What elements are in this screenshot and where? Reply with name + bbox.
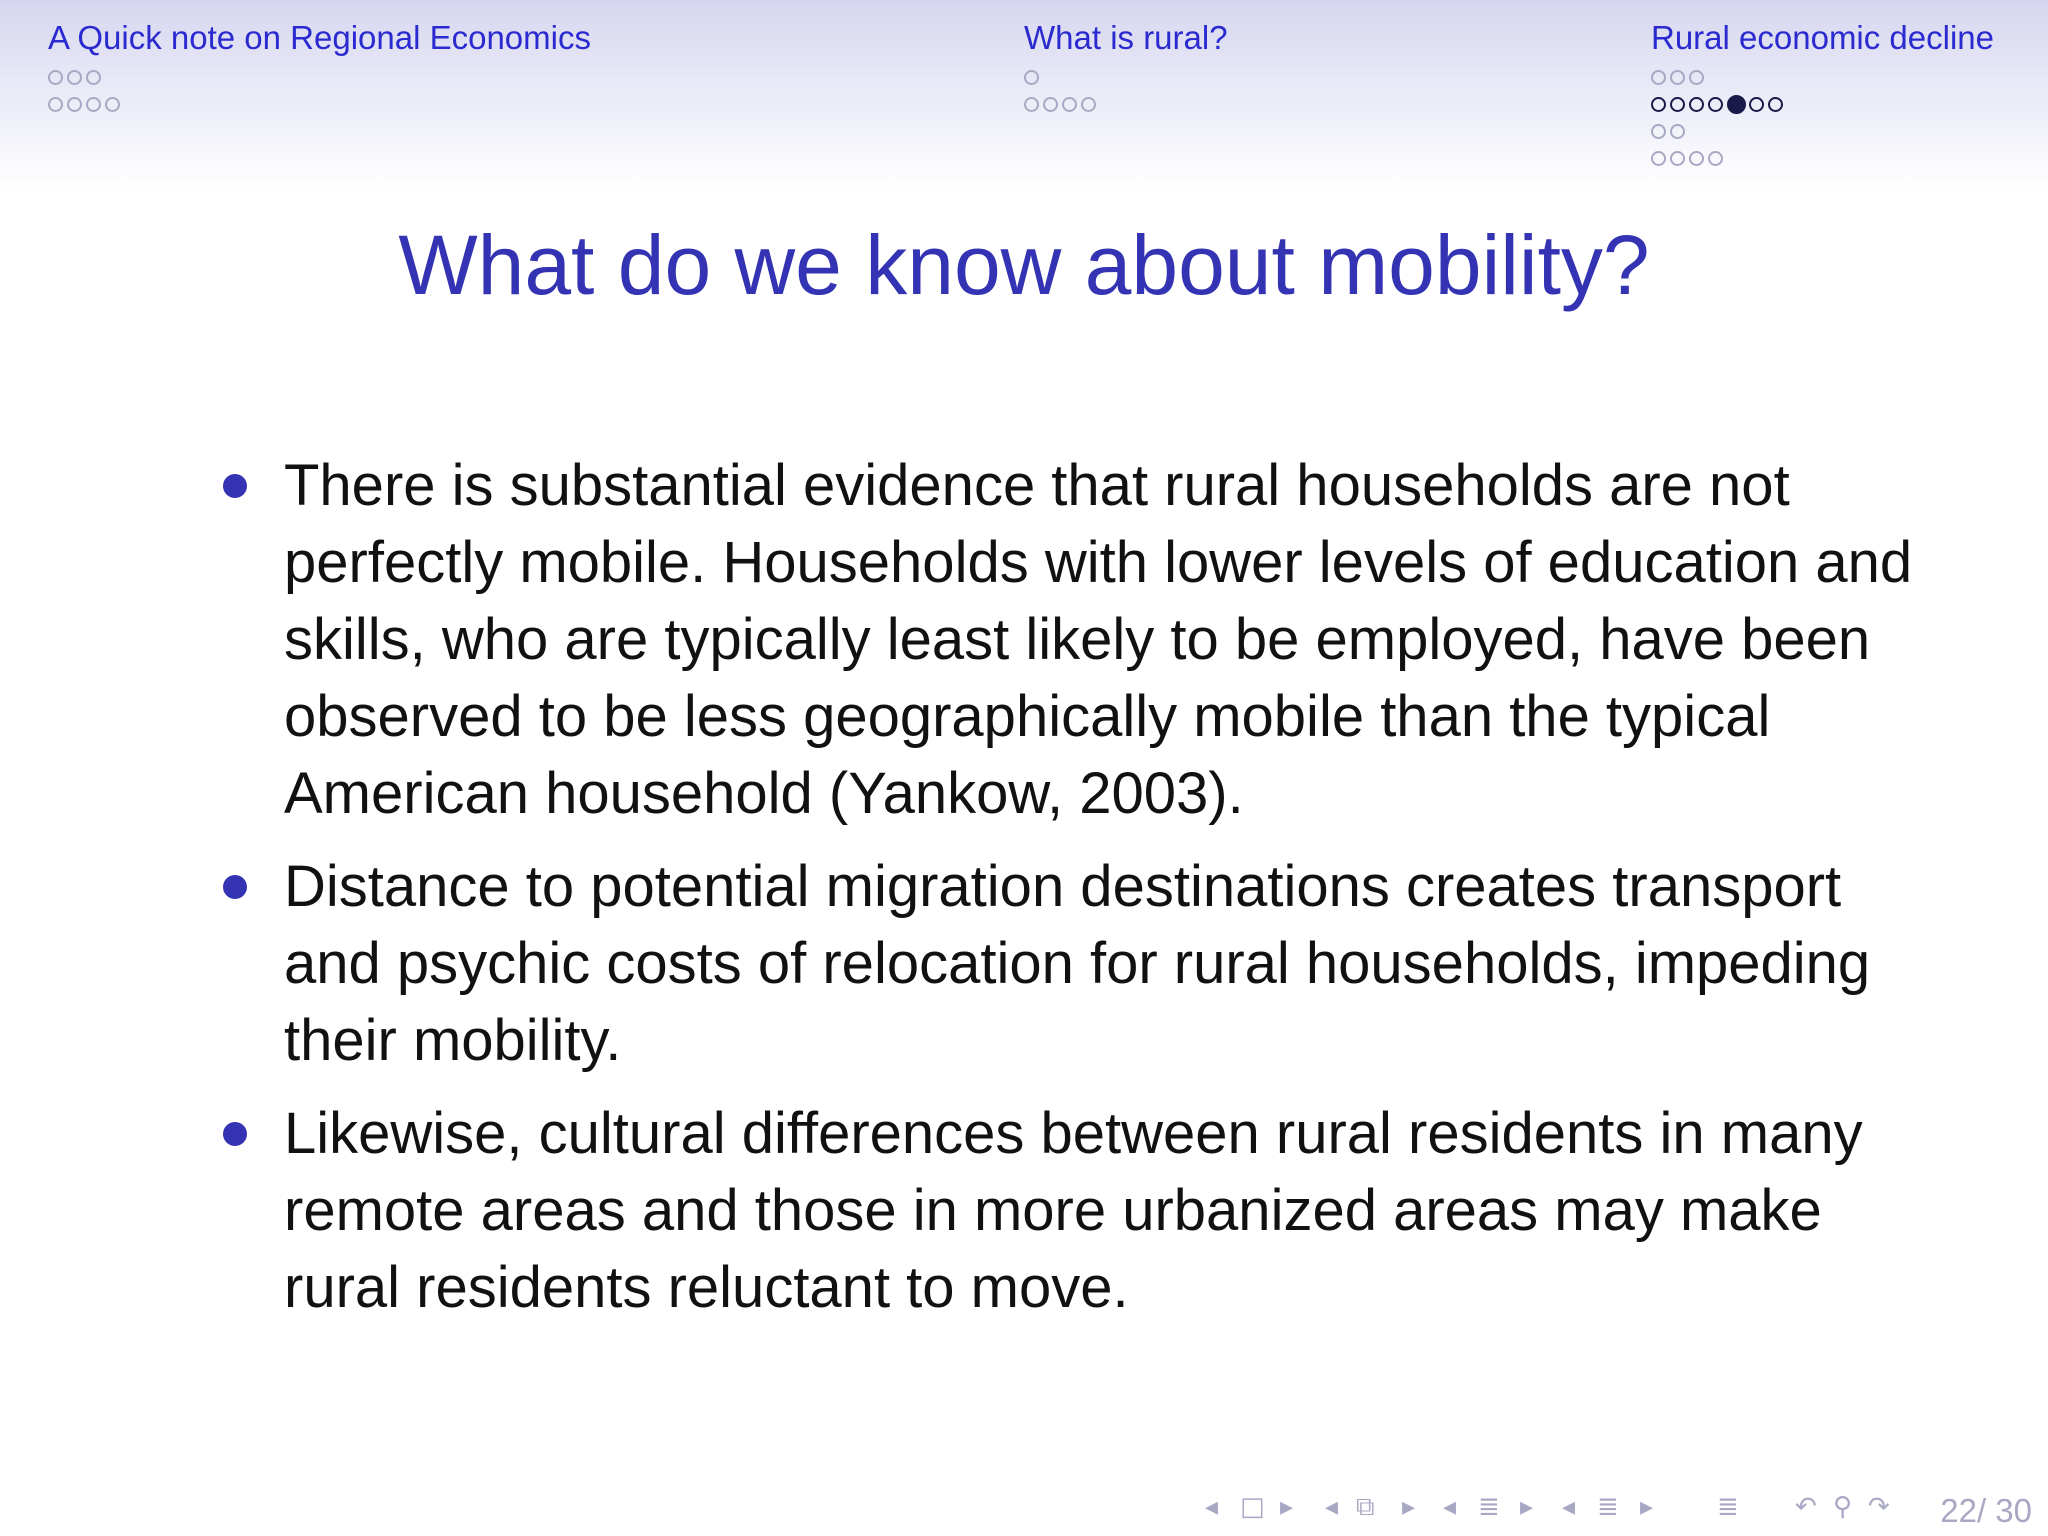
bullet-item <box>220 447 1920 832</box>
next-slide-icon[interactable]: ▸ <box>1280 1492 1294 1522</box>
frame-dot[interactable] <box>1651 97 1666 112</box>
frame-dot[interactable] <box>1670 97 1685 112</box>
section-dots <box>48 64 591 118</box>
bullet-text: Likewise, cultural differences between rural residents in many remote areas and those in more urbanized areas may make rural residents reluctant to move. <box>284 1101 1863 1320</box>
subsection-dot-row <box>1024 64 1228 91</box>
frame-dot[interactable] <box>1043 97 1058 112</box>
slide-icon[interactable]: □ <box>1240 1492 1265 1522</box>
bullet-icon <box>223 1122 247 1146</box>
frame-dot[interactable] <box>1749 97 1764 112</box>
frame-dot[interactable] <box>1651 70 1666 85</box>
frame-dot[interactable] <box>86 70 101 85</box>
prev-subsection-icon[interactable]: ◂ <box>1443 1492 1457 1522</box>
frame-dot[interactable] <box>1024 97 1039 112</box>
frame-dot[interactable] <box>1670 124 1685 139</box>
section-title-link[interactable]: Rural economic decline <box>1651 19 1995 56</box>
toc-icon[interactable]: ≣ <box>1717 1492 1739 1522</box>
bullet-list <box>220 447 1920 1342</box>
frame-dot[interactable] <box>1689 97 1704 112</box>
redo-icon[interactable]: ↷ <box>1868 1492 1890 1522</box>
section-dots <box>1651 64 1994 172</box>
prev-section-icon[interactable]: ◂ <box>1562 1492 1576 1522</box>
subsection-dot-row <box>1651 64 1994 91</box>
bullet-item <box>220 1095 1920 1326</box>
next-subsection-icon[interactable]: ▸ <box>1520 1492 1534 1522</box>
section-rural-economic-decline[interactable] <box>1651 18 1994 172</box>
subsection-dot-row <box>48 64 591 91</box>
bullet-icon <box>223 875 247 899</box>
section-title-link[interactable]: A Quick note on Regional Economics <box>48 19 591 56</box>
search-icon[interactable]: ⚲ <box>1833 1492 1853 1522</box>
beamer-navigation-bar <box>0 1484 2048 1536</box>
frame-dot[interactable] <box>1651 124 1666 139</box>
frame-dot[interactable] <box>48 70 63 85</box>
current-frame-dot[interactable] <box>1727 95 1746 114</box>
section-regional-economics[interactable] <box>48 18 591 118</box>
subsection-dot-row <box>1024 91 1228 118</box>
subsection-dot-row <box>1651 118 1994 145</box>
frame-dot[interactable] <box>1024 70 1039 85</box>
bullet-text: Distance to potential migration destinations creates transport and psychic costs of relocation for rural households, impeding their mobility. <box>284 854 1871 1073</box>
subsection-dot-row <box>48 91 591 118</box>
frame-dot[interactable] <box>1670 70 1685 85</box>
next-frame-icon[interactable]: ▸ <box>1402 1492 1416 1522</box>
navigation-header <box>0 0 2048 190</box>
bullet-icon <box>223 474 247 498</box>
section-icon[interactable]: ≣ <box>1597 1492 1619 1522</box>
page-number: 22/ 30 <box>1940 1492 2032 1529</box>
frame-dot[interactable] <box>1708 151 1723 166</box>
subsection-dot-row <box>1651 145 1994 172</box>
section-title-link[interactable]: What is rural? <box>1024 19 1228 56</box>
prev-slide-icon[interactable]: ◂ <box>1205 1492 1219 1522</box>
frame-dot[interactable] <box>48 97 63 112</box>
frame-dot[interactable] <box>1651 151 1666 166</box>
prev-frame-icon[interactable]: ◂ <box>1325 1492 1339 1522</box>
bullet-text: There is substantial evidence that rural households are not perfectly mobile. Households with lower levels of education and skills, who are typically least likely to be employed, have been observed to be less geographically mobile than the typical American household (Yankow, 2003). <box>284 453 1913 826</box>
section-what-is-rural[interactable] <box>1024 18 1228 118</box>
frame-dot[interactable] <box>1689 151 1704 166</box>
frame-dot[interactable] <box>1768 97 1783 112</box>
frame-dot[interactable] <box>67 97 82 112</box>
frame-dot[interactable] <box>1670 151 1685 166</box>
frame-icon[interactable]: ⧉ <box>1356 1492 1375 1522</box>
frame-dot[interactable] <box>105 97 120 112</box>
frame-dot[interactable] <box>1689 70 1704 85</box>
undo-icon[interactable]: ↶ <box>1795 1492 1817 1522</box>
frame-dot[interactable] <box>86 97 101 112</box>
section-dots <box>1024 64 1228 118</box>
slide-title: What do we know about mobility? <box>398 218 1650 312</box>
frame-dot[interactable] <box>1081 97 1096 112</box>
frame-dot[interactable] <box>1062 97 1077 112</box>
subsection-icon[interactable]: ≣ <box>1478 1492 1500 1522</box>
subsection-dot-row-current <box>1651 91 1994 118</box>
next-section-icon[interactable]: ▸ <box>1640 1492 1654 1522</box>
bullet-item <box>220 848 1920 1079</box>
frame-dot[interactable] <box>1708 97 1723 112</box>
frame-dot[interactable] <box>67 70 82 85</box>
